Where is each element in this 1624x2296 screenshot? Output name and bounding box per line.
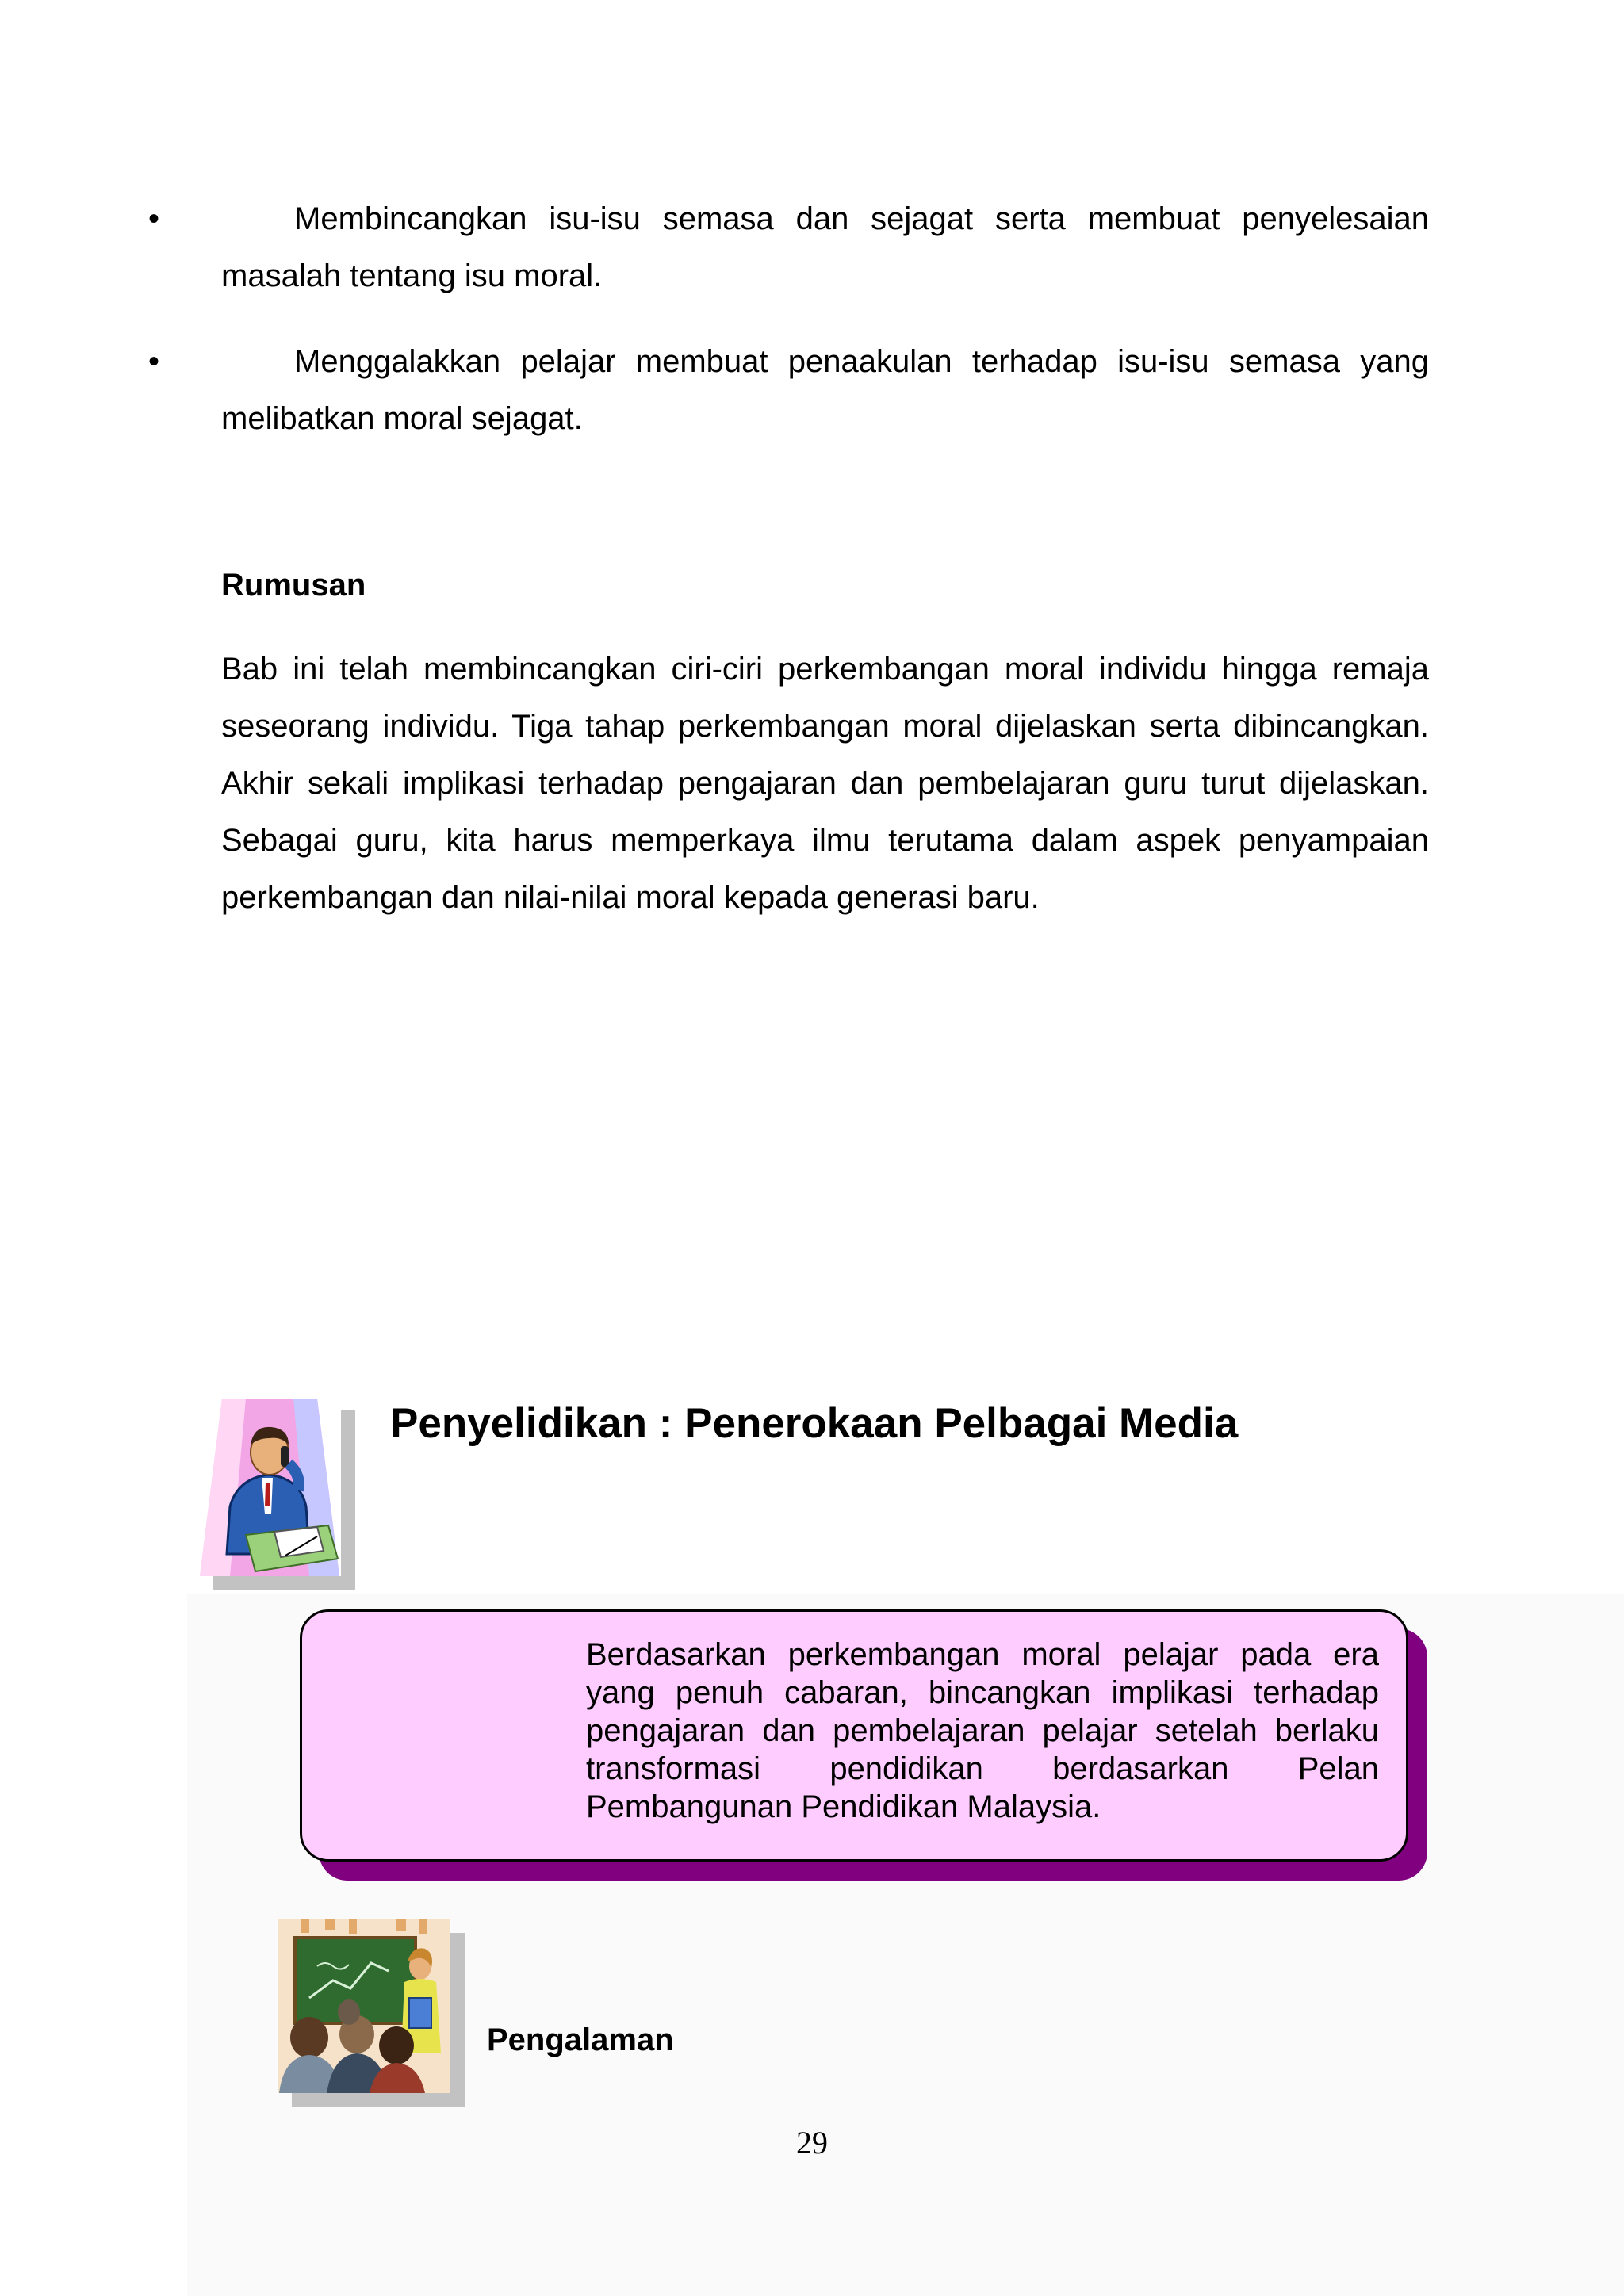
businessman-phone-icon bbox=[198, 1395, 341, 1576]
page-number: 29 bbox=[796, 2125, 828, 2160]
bullet-item bbox=[148, 190, 1429, 304]
bullet-dot-icon: • bbox=[148, 344, 160, 379]
bullet-dot-icon: • bbox=[148, 201, 160, 236]
businessman-phone-clipart bbox=[198, 1395, 341, 1576]
summary-paragraph: Bab ini telah membincangkan ciri-ciri perkembangan moral individu hingga remaja seseorang individu. Tiga tahap perkembangan moral dijelaskan serta dibincangkan. Akhir sekali implikasi terhadap pengajaran dan pembelajaran guru turut dijelaskan. Sebagai guru, kita harus memperkaya ilmu terutama dalam aspek penyampaian perkembangan dan nilai-nilai moral kepada generasi baru. bbox=[221, 652, 1429, 915]
bullet-item bbox=[148, 333, 1429, 447]
bullet-text: Membincangkan isu-isu semasa dan sejagat serta membuat penyelesaian masalah tentang isu moral. bbox=[221, 201, 1429, 293]
summary-heading: Rumusan bbox=[221, 568, 366, 603]
classroom-icon bbox=[278, 1919, 450, 2093]
research-task-box bbox=[300, 1609, 1408, 1862]
classroom-clipart bbox=[278, 1919, 450, 2093]
research-title: Penyelidikan : Penerokaan Pelbagai Media bbox=[390, 1400, 1239, 1447]
bullet-text: Menggalakkan pelajar membuat penaakulan terhadap isu-isu semasa yang melibatkan moral sejagat. bbox=[221, 344, 1429, 436]
experience-label: Pengalaman bbox=[487, 2022, 674, 2057]
research-task-text: Berdasarkan perkembangan moral pelajar pada era yang penuh cabaran, bincangkan implikasi terhadap pengajaran dan pembelajaran pelajar setelah berlaku transformasi pendidikan berdasarkan Pelan Pembangunan Pendidikan Malaysia. bbox=[586, 1637, 1379, 1824]
